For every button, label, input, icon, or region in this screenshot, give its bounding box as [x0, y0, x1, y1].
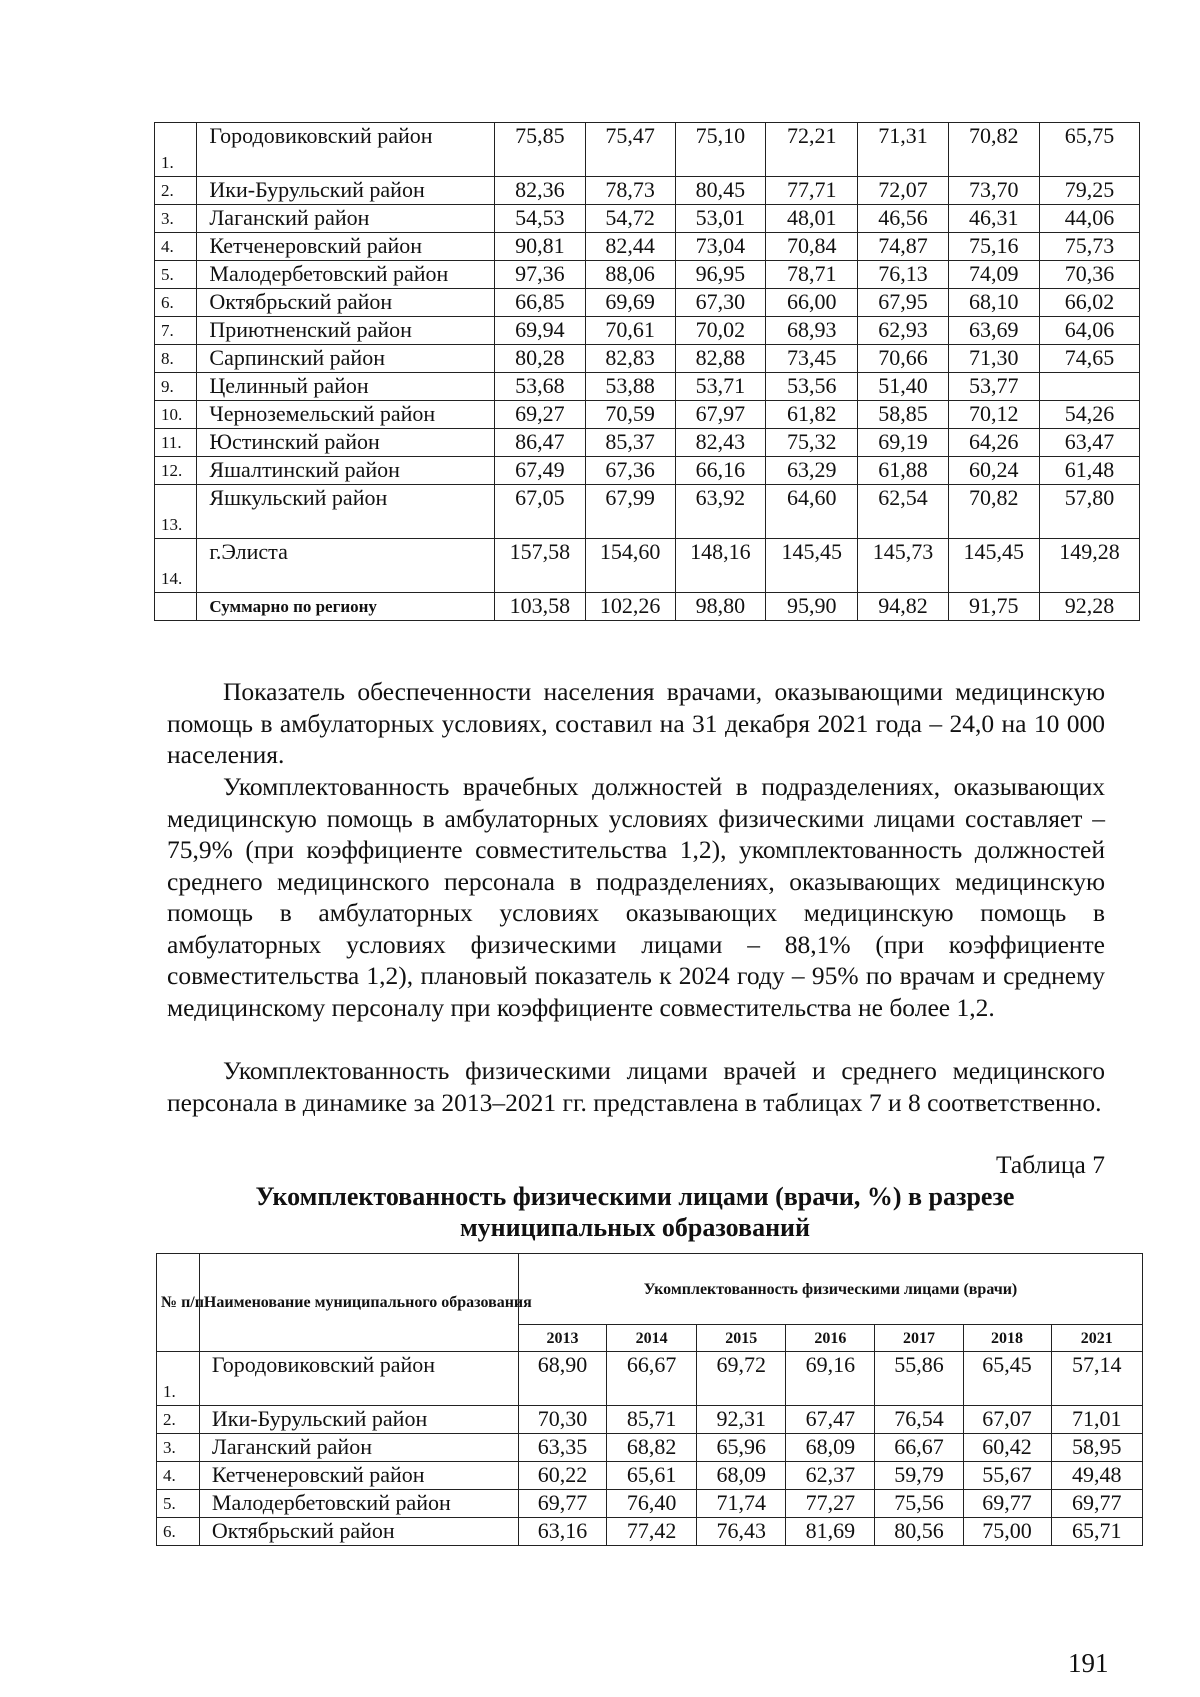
value-cell: 75,73 [1039, 233, 1139, 261]
district-name: Целинный район [197, 373, 495, 401]
value-cell: 67,99 [585, 485, 675, 539]
year-header: 2017 [875, 1325, 963, 1352]
value-cell: 80,28 [495, 345, 585, 373]
value-cell: 82,43 [675, 429, 765, 457]
row-number: 1. [155, 123, 197, 177]
district-name: Приютненский район [197, 317, 495, 345]
district-name: Яшкульский район [197, 485, 495, 539]
value-cell: 44,06 [1039, 205, 1139, 233]
value-cell: 69,94 [495, 317, 585, 345]
year-header: 2016 [786, 1325, 875, 1352]
summary-row [155, 593, 1140, 621]
value-cell: 61,82 [765, 401, 857, 429]
value-cell: 67,05 [495, 485, 585, 539]
value-cell: 80,56 [875, 1518, 963, 1546]
value-cell: 82,83 [585, 345, 675, 373]
value-cell: 86,47 [495, 429, 585, 457]
value-cell: 88,06 [585, 261, 675, 289]
value-cell: 79,25 [1039, 177, 1139, 205]
table-row [155, 123, 1140, 177]
table-row [155, 539, 1140, 593]
value-cell: 149,28 [1039, 539, 1139, 593]
value-cell: 63,29 [765, 457, 857, 485]
paragraph-dynamics-reference: Укомплектованность физическими лицами врачей и среднего медицинского персонала в динамике за 2013–2021 гг. представлена в таблицах 7 и 8 соответственно. [167, 1056, 1105, 1117]
value-cell: 60,22 [519, 1462, 607, 1490]
value-cell: 75,56 [875, 1490, 963, 1518]
summary-value: 91,75 [948, 593, 1039, 621]
value-cell: 69,69 [585, 289, 675, 317]
district-name: Сарпинский район [197, 345, 495, 373]
value-cell: 67,95 [858, 289, 948, 317]
value-cell: 57,14 [1051, 1352, 1142, 1406]
district-name: Юстинский район [197, 429, 495, 457]
value-cell: 96,95 [675, 261, 765, 289]
row-number: 6. [157, 1518, 200, 1546]
row-number: 4. [155, 233, 197, 261]
paragraph-position-staffing: Укомплектованность врачебных должностей в подразделениях, оказывающих медицинскую помощь в амбулаторных условиях физическими лицами составляет – 75,9% (при коэффициенте совместительства 1,2), укомплектованность должностей среднего медицинского персонала в подразделениях, оказывающих медицинскую помощь в амбулаторных условиях оказывающих медицинскую помощь в амбулаторных условиях физическими лицами – 88,1% (при коэффициенте совместительства 1,2), плановый показатель к 2024 году – 95% по врачам и среднему медицинскому персоналу при коэффициенте совместительства не более 1,2. [167, 772, 1105, 1022]
value-cell: 66,02 [1039, 289, 1139, 317]
table-row [157, 1352, 1143, 1406]
value-cell: 75,00 [963, 1518, 1051, 1546]
district-name: Лаганский район [199, 1434, 518, 1462]
value-cell: 48,01 [765, 205, 857, 233]
value-cell: 70,02 [675, 317, 765, 345]
value-cell: 66,16 [675, 457, 765, 485]
value-cell: 76,13 [858, 261, 948, 289]
value-cell: 73,45 [765, 345, 857, 373]
value-cell: 65,96 [697, 1434, 786, 1462]
value-cell: 78,71 [765, 261, 857, 289]
table-row [155, 457, 1140, 485]
summary-value: 95,90 [765, 593, 857, 621]
district-name: Малодербетовский район [199, 1490, 518, 1518]
page-number: 191 [1068, 1648, 1109, 1678]
value-cell: 145,73 [858, 539, 948, 593]
row-number: 13. [155, 485, 197, 539]
value-cell: 67,30 [675, 289, 765, 317]
district-name: Городовиковский район [199, 1352, 518, 1406]
value-cell: 75,47 [585, 123, 675, 177]
district-name: г.Элиста [197, 539, 495, 593]
value-cell: 67,49 [495, 457, 585, 485]
district-name: Октябрьский район [199, 1518, 518, 1546]
table-row [155, 177, 1140, 205]
summary-value: 94,82 [858, 593, 948, 621]
value-cell: 81,69 [786, 1518, 875, 1546]
value-cell: 60,42 [963, 1434, 1051, 1462]
value-cell: 76,43 [697, 1518, 786, 1546]
district-name: Малодербетовский район [197, 261, 495, 289]
value-cell: 68,90 [519, 1352, 607, 1406]
value-cell: 65,45 [963, 1352, 1051, 1406]
value-cell: 63,35 [519, 1434, 607, 1462]
year-header: 2015 [697, 1325, 786, 1352]
value-cell: 60,24 [948, 457, 1039, 485]
value-cell: 69,77 [1051, 1490, 1142, 1518]
table-row [155, 317, 1140, 345]
value-cell: 53,77 [948, 373, 1039, 401]
value-cell: 53,88 [585, 373, 675, 401]
value-cell: 65,71 [1051, 1518, 1142, 1546]
value-cell: 73,04 [675, 233, 765, 261]
table-row [157, 1518, 1143, 1546]
value-cell: 68,93 [765, 317, 857, 345]
value-cell: 68,10 [948, 289, 1039, 317]
value-cell: 97,36 [495, 261, 585, 289]
value-cell: 148,16 [675, 539, 765, 593]
value-cell: 72,07 [858, 177, 948, 205]
value-cell: 76,40 [607, 1490, 697, 1518]
value-cell: 58,85 [858, 401, 948, 429]
row-number: 9. [155, 373, 197, 401]
value-cell: 77,42 [607, 1518, 697, 1546]
table-row [155, 261, 1140, 289]
value-cell: 54,26 [1039, 401, 1139, 429]
value-cell: 53,56 [765, 373, 857, 401]
value-cell: 63,47 [1039, 429, 1139, 457]
table-row [155, 429, 1140, 457]
table-row [155, 485, 1140, 539]
value-cell: 69,27 [495, 401, 585, 429]
value-cell: 69,72 [697, 1352, 786, 1406]
value-cell: 74,09 [948, 261, 1039, 289]
district-name: Ики-Бурульский район [199, 1406, 518, 1434]
district-name: Кетченеровский район [199, 1462, 518, 1490]
value-cell: 69,19 [858, 429, 948, 457]
value-cell: 75,16 [948, 233, 1039, 261]
value-cell: 70,12 [948, 401, 1039, 429]
value-cell: 71,31 [858, 123, 948, 177]
value-cell: 65,61 [607, 1462, 697, 1490]
row-number: 7. [155, 317, 197, 345]
value-cell: 49,48 [1051, 1462, 1142, 1490]
value-cell: 78,73 [585, 177, 675, 205]
year-header: 2014 [607, 1325, 697, 1352]
value-cell: 80,45 [675, 177, 765, 205]
value-cell: 71,01 [1051, 1406, 1142, 1434]
header-name: Наименование муниципального образования [199, 1254, 518, 1352]
table-row [155, 373, 1140, 401]
staffing-continuation-table [154, 122, 1140, 621]
value-cell: 90,81 [495, 233, 585, 261]
district-name: Ики-Бурульский район [197, 177, 495, 205]
year-header: 2013 [519, 1325, 607, 1352]
value-cell: 77,71 [765, 177, 857, 205]
value-cell: 62,93 [858, 317, 948, 345]
table-7-body [157, 1352, 1143, 1546]
summary-value: 103,58 [495, 593, 585, 621]
value-cell: 53,01 [675, 205, 765, 233]
row-number: 10. [155, 401, 197, 429]
value-cell: 63,16 [519, 1518, 607, 1546]
value-cell: 55,67 [963, 1462, 1051, 1490]
row-number: 11. [155, 429, 197, 457]
value-cell: 73,70 [948, 177, 1039, 205]
value-cell: 75,10 [675, 123, 765, 177]
table-row [155, 345, 1140, 373]
value-cell: 64,06 [1039, 317, 1139, 345]
paragraph-doctor-provision: Показатель обеспеченности населения врачами, оказывающими медицинскую помощь в амбулаторных условиях, составил на 31 декабря 2021 года – 24,0 на 10 000 населения. [167, 677, 1105, 769]
value-cell: 64,60 [765, 485, 857, 539]
value-cell: 54,53 [495, 205, 585, 233]
value-cell: 70,66 [858, 345, 948, 373]
value-cell: 67,36 [585, 457, 675, 485]
value-cell: 62,37 [786, 1462, 875, 1490]
district-name: Яшалтинский район [197, 457, 495, 485]
value-cell: 67,07 [963, 1406, 1051, 1434]
value-cell: 145,45 [765, 539, 857, 593]
table-row [157, 1490, 1143, 1518]
value-cell: 65,75 [1039, 123, 1139, 177]
row-number: 14. [155, 539, 197, 593]
district-name: Городовиковский район [197, 123, 495, 177]
row-number: 12. [155, 457, 197, 485]
value-cell: 54,72 [585, 205, 675, 233]
row-number: 3. [155, 205, 197, 233]
value-cell: 71,74 [697, 1490, 786, 1518]
header-group: Укомплектованность физическими лицами (врачи) [519, 1254, 1143, 1325]
value-cell: 67,97 [675, 401, 765, 429]
table-row [157, 1406, 1143, 1434]
value-cell: 59,79 [875, 1462, 963, 1490]
summary-value: 102,26 [585, 593, 675, 621]
value-cell: 85,37 [585, 429, 675, 457]
value-cell: 70,59 [585, 401, 675, 429]
district-name: Лаганский район [197, 205, 495, 233]
value-cell: 69,77 [519, 1490, 607, 1518]
table-7 [156, 1253, 1143, 1546]
value-cell: 74,65 [1039, 345, 1139, 373]
table-row [155, 401, 1140, 429]
value-cell: 66,67 [875, 1434, 963, 1462]
value-cell: 82,88 [675, 345, 765, 373]
value-cell: 82,44 [585, 233, 675, 261]
value-cell: 61,48 [1039, 457, 1139, 485]
value-cell: 70,82 [948, 123, 1039, 177]
value-cell: 71,30 [948, 345, 1039, 373]
value-cell: 70,30 [519, 1406, 607, 1434]
value-cell: 66,67 [607, 1352, 697, 1406]
row-number: 5. [157, 1490, 200, 1518]
header-num: № п/п [157, 1254, 200, 1352]
year-header: 2018 [963, 1325, 1051, 1352]
value-cell: 145,45 [948, 539, 1039, 593]
value-cell: 58,95 [1051, 1434, 1142, 1462]
value-cell: 92,31 [697, 1406, 786, 1434]
value-cell: 64,26 [948, 429, 1039, 457]
value-cell [1039, 373, 1139, 401]
table-row [155, 233, 1140, 261]
value-cell: 46,31 [948, 205, 1039, 233]
summary-value: 98,80 [675, 593, 765, 621]
table-title: Укомплектованность физическими лицами (врачи, %) в разрезе муниципальных образований [255, 1182, 1015, 1242]
year-header: 2021 [1051, 1325, 1142, 1352]
summary-value: 92,28 [1039, 593, 1139, 621]
value-cell: 55,86 [875, 1352, 963, 1406]
table-row [155, 289, 1140, 317]
value-cell: 61,88 [858, 457, 948, 485]
value-cell: 69,16 [786, 1352, 875, 1406]
value-cell: 46,56 [858, 205, 948, 233]
value-cell: 68,09 [697, 1462, 786, 1490]
staffing-continuation-table-body [155, 123, 1140, 621]
value-cell: 68,82 [607, 1434, 697, 1462]
summary-label: Суммарно по региону [197, 593, 495, 621]
value-cell: 77,27 [786, 1490, 875, 1518]
value-cell: 53,68 [495, 373, 585, 401]
table-row [155, 205, 1140, 233]
row-number: 3. [157, 1434, 200, 1462]
value-cell: 67,47 [786, 1406, 875, 1434]
value-cell: 70,61 [585, 317, 675, 345]
row-number: 8. [155, 345, 197, 373]
value-cell: 82,36 [495, 177, 585, 205]
value-cell: 75,32 [765, 429, 857, 457]
value-cell: 51,40 [858, 373, 948, 401]
row-number: 4. [157, 1462, 200, 1490]
value-cell: 57,80 [1039, 485, 1139, 539]
row-number: 6. [155, 289, 197, 317]
row-number: 2. [157, 1406, 200, 1434]
value-cell: 70,82 [948, 485, 1039, 539]
district-name: Октябрьский район [197, 289, 495, 317]
district-name: Черноземельский район [197, 401, 495, 429]
value-cell: 76,54 [875, 1406, 963, 1434]
value-cell: 70,84 [765, 233, 857, 261]
value-cell: 74,87 [858, 233, 948, 261]
value-cell: 53,71 [675, 373, 765, 401]
value-cell: 68,09 [786, 1434, 875, 1462]
row-number: 5. [155, 261, 197, 289]
value-cell: 63,69 [948, 317, 1039, 345]
value-cell: 75,85 [495, 123, 585, 177]
row-number: 2. [155, 177, 197, 205]
value-cell: 66,85 [495, 289, 585, 317]
value-cell: 85,71 [607, 1406, 697, 1434]
value-cell: 157,58 [495, 539, 585, 593]
value-cell: 62,54 [858, 485, 948, 539]
value-cell: 63,92 [675, 485, 765, 539]
value-cell: 72,21 [765, 123, 857, 177]
district-name: Кетченеровский район [197, 233, 495, 261]
summary-num-cell [155, 593, 197, 621]
table-row [157, 1462, 1143, 1490]
value-cell: 69,77 [963, 1490, 1051, 1518]
value-cell: 154,60 [585, 539, 675, 593]
table-label: Таблица 7 [995, 1150, 1105, 1179]
value-cell: 66,00 [765, 289, 857, 317]
row-number: 1. [157, 1352, 200, 1406]
table-row [157, 1434, 1143, 1462]
value-cell: 70,36 [1039, 261, 1139, 289]
